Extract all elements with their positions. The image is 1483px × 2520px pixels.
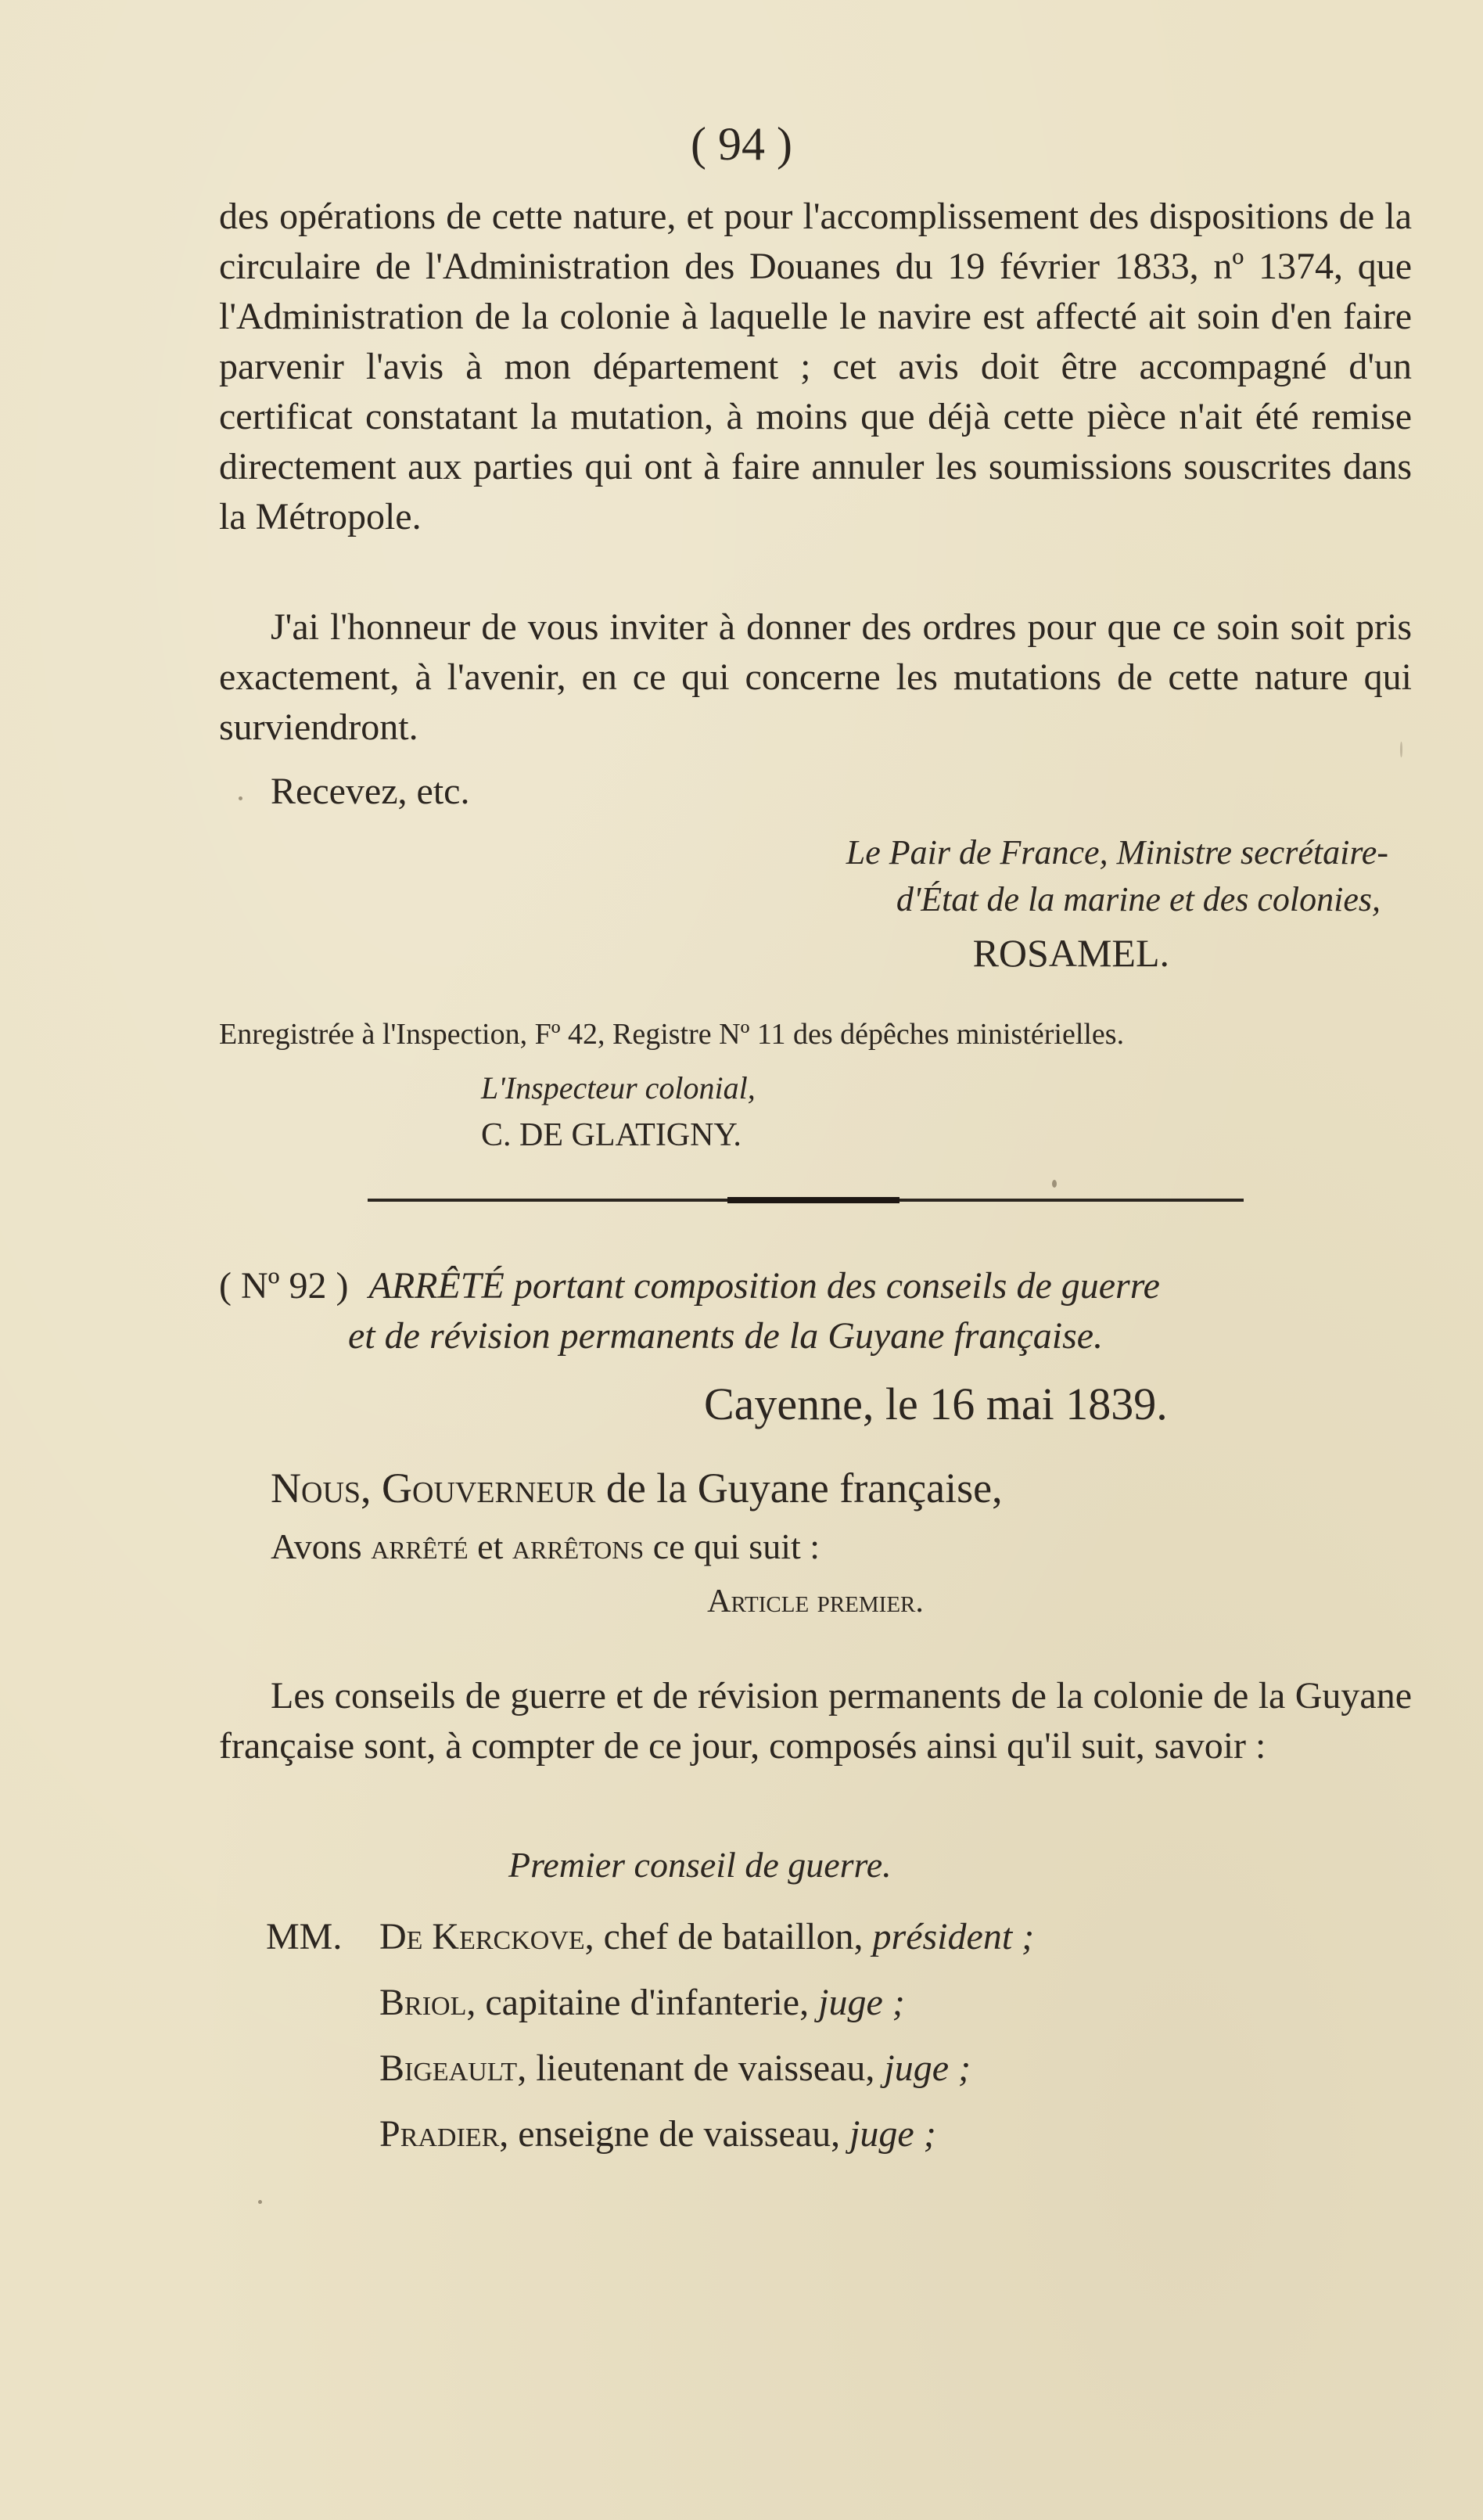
paper-speck [239,796,242,800]
governor-block [219,1457,1412,1629]
member-rank: , lieutenant de vaisseau, [517,2047,875,2089]
signature-title-1: Le Pair de France, Ministre secrétaire- [846,833,1388,872]
member-name: Pradier [379,2113,500,2155]
mm-label: MM. [266,1916,343,1957]
closing: Recevez, etc. [271,771,470,812]
closing-block [219,767,1412,817]
paper-speck [1400,742,1402,757]
member-name: Briol [379,1982,467,2023]
place-date: Cayenne, le 16 mai 1839. [704,1379,1168,1429]
decree-title-1: ARRÊTÉ portant composition des conseils de guerre [368,1265,1160,1307]
inspector-block [481,1066,1185,1159]
letter-body-2 [219,602,1412,753]
article-block [219,1671,1412,1771]
member-role: juge ; [818,1982,905,2023]
registration-block [219,1011,1412,1058]
registration-note: Enregistrée à l'Inspection, Fº 42, Registre Nº 11 des dépêches ministérielles. [219,1018,1125,1051]
member-name: Bigeault [379,2047,518,2089]
member-name: De Kerckove [379,1916,585,1957]
member-rank: , capitaine d'infanterie, [466,1982,810,2023]
inspector-title: L'Inspecteur colonial, [481,1070,756,1105]
place-date-block [704,1373,1298,1436]
signature-block [0,829,1388,983]
inspector-name: C. DE GLATIGNY. [481,1117,742,1153]
governor-line: Nous, Gouverneur de la Guyane française, [271,1465,1003,1512]
members-list [266,1904,1361,2167]
decree-formula: Avons arrêté et arrêtons ce qui suit : [271,1526,820,1566]
signature-name: ROSAMEL. [972,931,1169,975]
article-text: Les conseils de guerre et de révision permanents de la colonie de la Guyane française sont, à compter de ce jour, composés ainsi qu'il suit, savoir : [219,1675,1412,1767]
member-rank: , enseigne de vaisseau, [499,2113,841,2155]
member-row [266,1970,1361,2036]
paper-speck [258,2200,262,2204]
section-heading-block [508,1839,1212,1892]
decree-title-line-1 [219,1261,1412,1311]
paragraph-1: des opérations de cette nature, et pour l'accomplissement des dispositions de la circulaire de l'Administration des Douanes du 19 février 1833, nº 1374, que l'Administration de la colonie à laquelle le navire est affecté ait soin d'en faire parvenir l'avis à mon département ; cet avis doit être accompagné d'un certificat constatant la mutation, à moins que déjà cette pièce n'ait été remise directement aux parties qui ont à faire annuler les soumissions souscrites dans la Métropole. [219,196,1412,537]
decree-header [219,1261,1412,1361]
decree-number: ( Nº 92 ) [219,1265,349,1307]
member-row [266,1904,1361,1970]
page-number: ( 94 ) [691,118,792,170]
member-rank: , chef de bataillon, [584,1916,864,1957]
paper-speck [1052,1180,1057,1188]
decree-title-2: et de révision permanents de la Guyane française. [348,1315,1104,1357]
member-row [266,2101,1361,2167]
article-heading: Article premier. [707,1584,924,1619]
member-role: juge ; [884,2047,971,2089]
section-heading: Premier conseil de guerre. [508,1845,892,1885]
member-role: président ; [872,1916,1035,1957]
letter-body [219,192,1412,542]
signature-title-2: d'État de la marine et des colonies, [896,880,1381,918]
member-role: juge ; [849,2113,936,2155]
paragraph-2: J'ai l'honneur de vous inviter à donner des ordres pour que ce soin soit pris exactement, à l'avenir, en ce qui concerne les mutations de cette nature qui surviendront. [219,606,1412,748]
section-divider-center [727,1197,899,1203]
member-row [266,2036,1361,2101]
